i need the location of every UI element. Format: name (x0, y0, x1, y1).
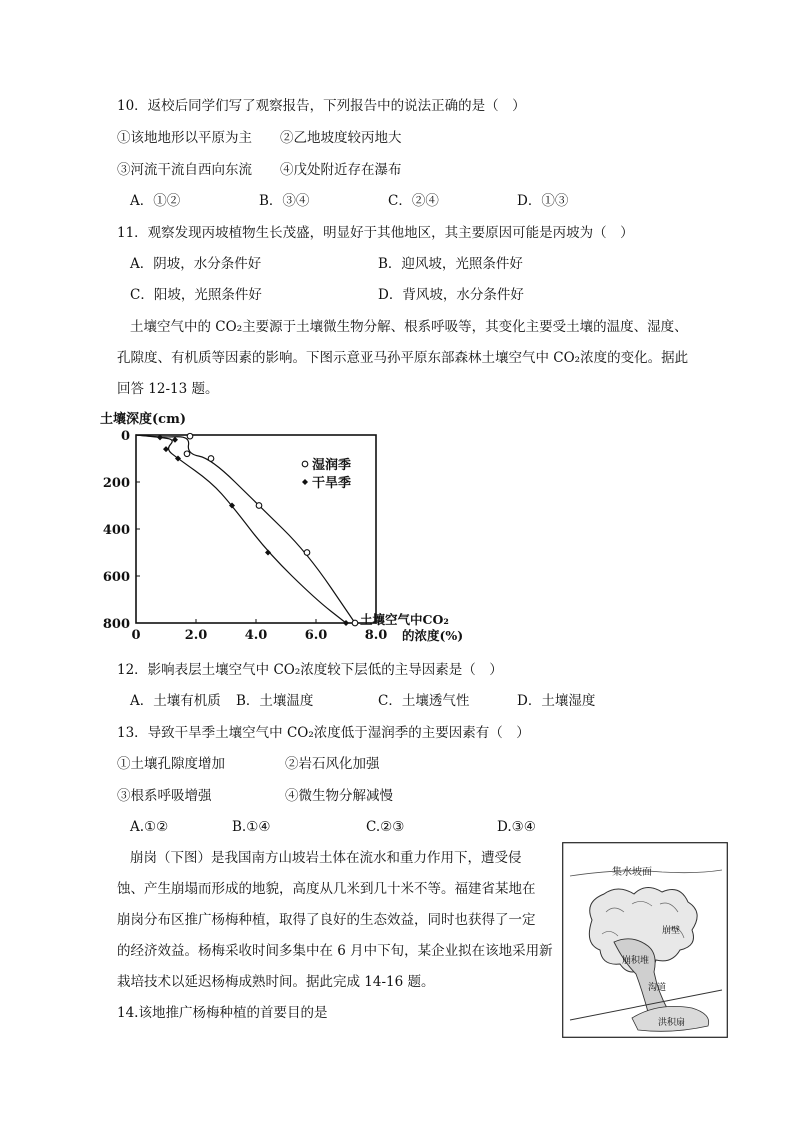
chart-xlabel-line1: 土壤空气中CO₂ (360, 612, 449, 627)
q13-option-b: B.①④ (232, 819, 271, 835)
label-alluvial-fan: 洪积扇 (658, 1018, 686, 1028)
q13-statement-2: ②岩石风化加强 (285, 756, 380, 772)
q10-statement-4: ④戊处附近存在瀑布 (280, 162, 402, 178)
data-point-wet (184, 451, 190, 457)
q14-stem: 14.该地推广杨梅种植的首要目的是 (117, 1005, 328, 1021)
label-colluvium: 崩积堆 (622, 956, 650, 966)
x-tick-label: 0 (131, 628, 141, 643)
q10-stem: 10．返校后同学们写了观察报告，下列报告中的说法正确的是（ ） (117, 98, 526, 114)
passage2-line-1: 崩岗（下图）是我国南方山坡岩土体在流水和重力作用下，遭受侵 (130, 850, 522, 866)
y-tick-label: 400 (102, 523, 130, 538)
data-point-wet (187, 433, 193, 439)
x-tick-label: 6.0 (304, 628, 328, 643)
passage2-line-2: 蚀、产生崩塌而形成的地貌，高度从几米到几十米不等。福建省某地在 (117, 881, 536, 897)
q11-option-c: C．阳坡，光照条件好 (130, 287, 262, 303)
q12-option-d: D．土壤湿度 (517, 693, 596, 709)
passage2-line-5: 栽培技术以延迟杨梅成熟时间。据此完成 14-16 题。 (117, 974, 435, 990)
q13-statement-1: ①土壤孔隙度增加 (117, 756, 225, 772)
q13-statement-4: ④微生物分解减慢 (285, 788, 393, 804)
chart-xlabel-line2: 的浓度(%) (402, 628, 464, 643)
data-point-wet (352, 620, 358, 626)
q11-stem: 11．观察发现丙坡植物生长茂盛，明显好于其他地区，其主要原因可能是丙坡为（ ） (117, 225, 634, 241)
benggang-figure (562, 842, 728, 1038)
passage1-line-2: 孔隙度、有机质等因素的影响。下图示意亚马孙平原东部森林土壤空气中 CO₂浓度的变化。据此 (117, 350, 689, 366)
x-tick-label: 4.0 (244, 628, 268, 643)
label-collapse-wall: 崩壁 (662, 926, 681, 936)
q13-option-c: C.②③ (366, 819, 405, 835)
legend-label-wet: 湿润季 (312, 458, 352, 473)
data-point-dry (163, 446, 169, 452)
q10-option-c: C．②④ (388, 193, 439, 209)
q11-option-d: D．背风坡，水分条件好 (378, 287, 524, 303)
x-tick-label: 8.0 (364, 628, 388, 643)
q13-option-a: A.①② (130, 819, 169, 835)
passage1-line-3: 回答 12-13 题。 (117, 381, 219, 397)
q11-option-a: A．阴坡，水分条件好 (130, 256, 262, 272)
q13-option-d: D.③④ (497, 819, 536, 835)
y-tick-label: 200 (102, 476, 130, 491)
data-point-wet (208, 456, 214, 462)
data-point-dry (265, 550, 271, 556)
q12-stem: 12．影响表层土壤空气中 CO₂浓度较下层低的主导因素是（ ） (117, 662, 503, 678)
q12-option-c: C．土壤透气性 (378, 693, 470, 709)
x-tick-label: 2.0 (184, 628, 208, 643)
q13-stem: 13．导致干旱季土壤空气中 CO₂浓度低于湿润季的主要因素有（ ） (117, 725, 530, 741)
chart-ylabel: 土壤深度(cm) (100, 412, 186, 427)
legend-marker-dry (302, 479, 308, 485)
co2-depth-chart (96, 405, 516, 645)
data-point-dry (172, 437, 178, 443)
label-catchment-slope: 集水坡面 (612, 867, 652, 878)
q10-statement-3: ③河流干流自西向东流 (117, 162, 252, 178)
data-point-wet (304, 550, 310, 556)
q10-statement-2: ②乙地坡度较丙地大 (280, 130, 402, 146)
chart-legend (302, 457, 351, 491)
q13-statement-3: ③根系呼吸增强 (117, 788, 212, 804)
data-point-wet (256, 503, 262, 509)
legend-label-dry: 干旱季 (312, 476, 352, 491)
q10-option-b: B．③④ (259, 193, 310, 209)
passage2-line-3: 崩岗分布区推广杨梅种植，取得了良好的生态效益，同时也获得了一定 (117, 912, 536, 928)
passage1-line-1: 土壤空气中的 CO₂主要源于土壤微生物分解、根系呼吸等，其变化主要受土壤的温度、湿度、 (130, 319, 688, 335)
q12-option-a: A．土壤有机质 (130, 693, 221, 709)
y-tick-label: 600 (102, 570, 130, 585)
label-gully: 沟道 (648, 983, 667, 993)
q10-option-a: A．①② (130, 193, 181, 209)
q12-option-b: B．土壤温度 (236, 693, 314, 709)
legend-marker-wet (302, 461, 308, 467)
y-tick-label: 800 (102, 617, 130, 632)
y-tick-label: 0 (120, 429, 130, 444)
q11-option-b: B．迎风坡，光照条件好 (378, 256, 523, 272)
q10-statement-1: ①该地地形以平原为主 (117, 130, 252, 146)
passage2-line-4: 的经济效益。杨梅采收时间多集中在 6 月中下旬，某企业拟在该地采用新 (117, 943, 553, 959)
q10-option-d: D．①③ (517, 193, 569, 209)
